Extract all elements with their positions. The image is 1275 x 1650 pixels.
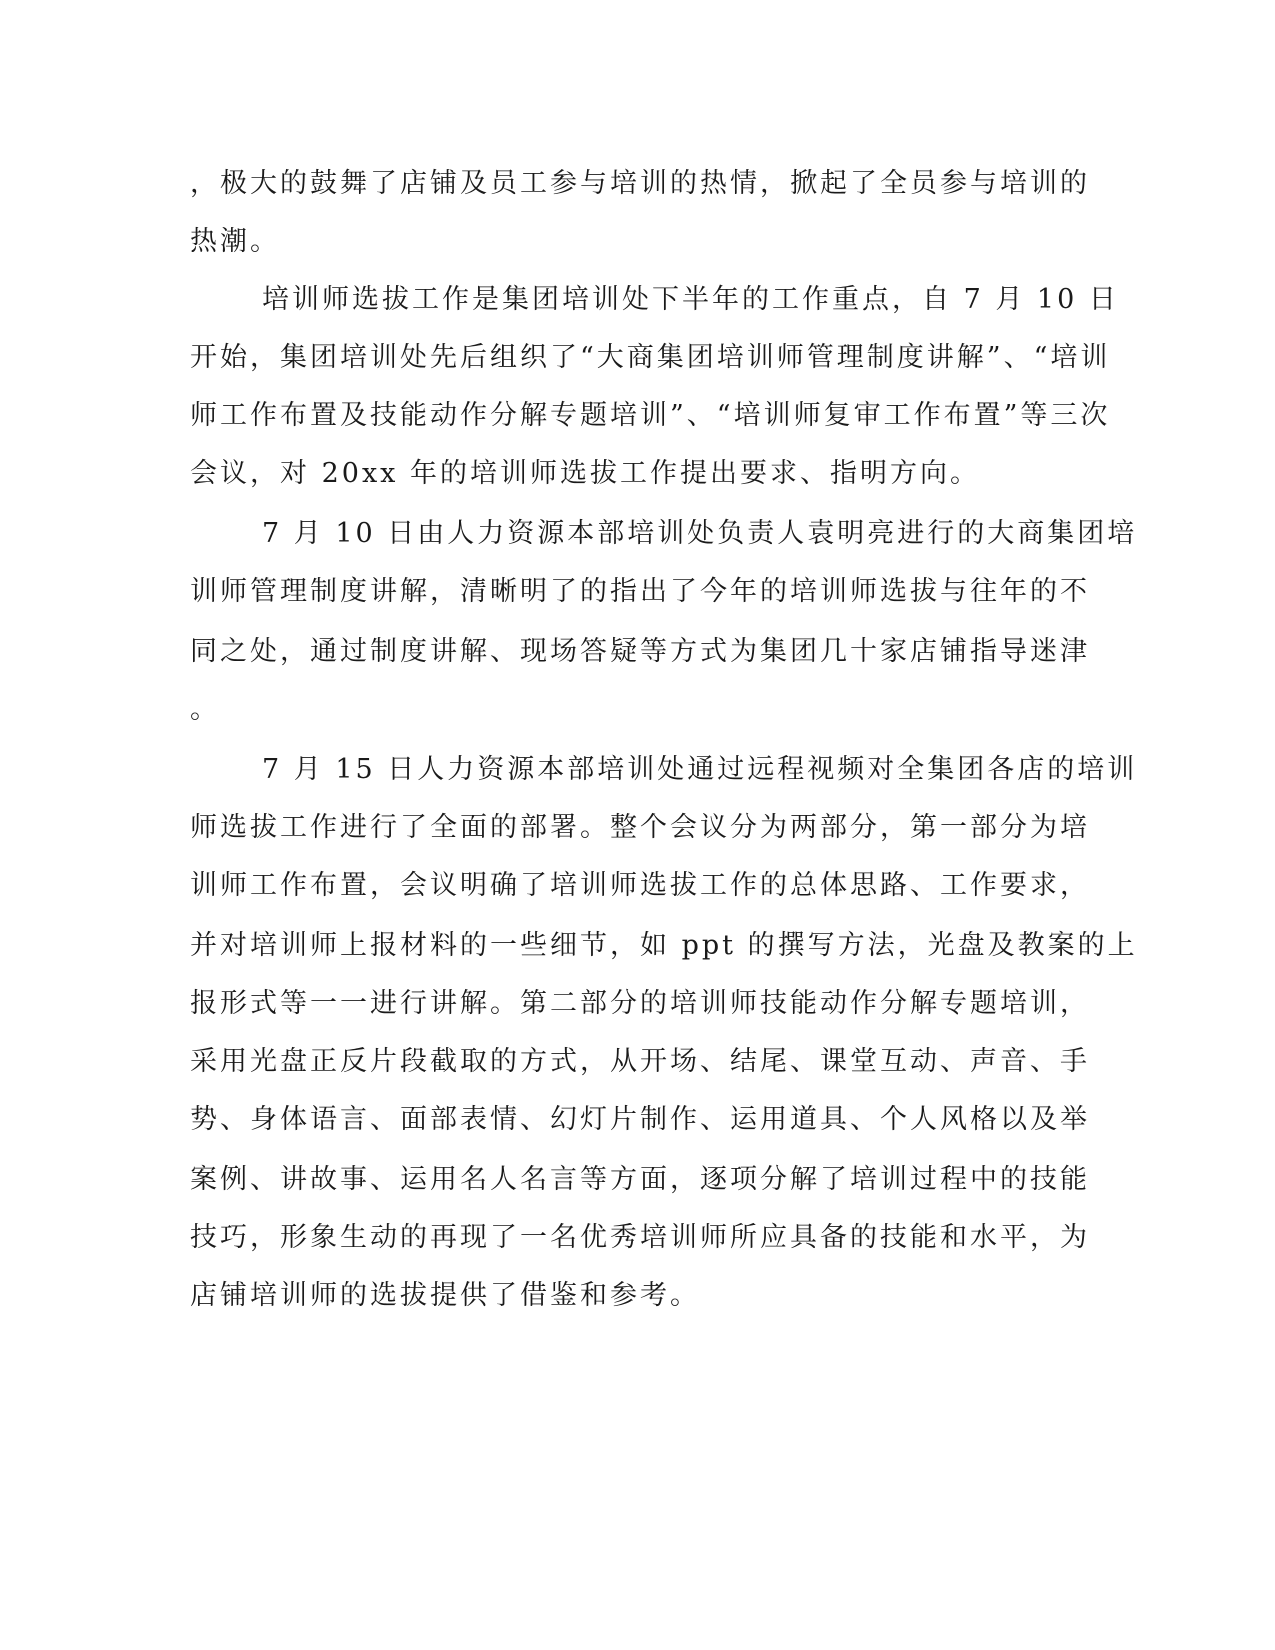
text-line: 同之处，通过制度讲解、现场答疑等方式为集团几十家店铺指导迷津: [190, 636, 1090, 667]
paragraph-start-line: 培训师选拔工作是集团培训处下半年的工作重点，自 7 月 10 日: [262, 284, 1119, 315]
text-line: 。: [190, 694, 220, 725]
text-line: 会议，对 20xx 年的培训师选拔工作提出要求、指明方向。: [190, 458, 980, 489]
text-line: 训师工作布置，会议明确了培训师选拔工作的总体思路、工作要求，: [190, 870, 1090, 901]
text-line: 采用光盘正反片段截取的方式，从开场、结尾、课堂互动、声音、手: [190, 1046, 1090, 1077]
text-line: 热潮。: [190, 226, 280, 257]
text-line: 技巧，形象生动的再现了一名优秀培训师所应具备的技能和水平，为: [190, 1222, 1090, 1253]
text-line: 训师管理制度讲解，清晰明了的指出了今年的培训师选拔与往年的不: [190, 576, 1090, 607]
paragraph-start-line: 7 月 15 日人力资源本部培训处通过远程视频对全集团各店的培训: [262, 754, 1138, 785]
text-line: 案例、讲故事、运用名人名言等方面，逐项分解了培训过程中的技能: [190, 1164, 1090, 1195]
text-line: ，极大的鼓舞了店铺及员工参与培训的热情，掀起了全员参与培训的: [190, 168, 1090, 199]
text-line: 师工作布置及技能动作分解专题培训”、“培训师复审工作布置”等三次: [190, 400, 1111, 431]
text-line: 师选拔工作进行了全面的部署。整个会议分为两部分，第一部分为培: [190, 812, 1090, 843]
text-line: 并对培训师上报材料的一些细节，如 ppt 的撰写方法，光盘及教案的上: [190, 930, 1138, 961]
text-line: 开始，集团培训处先后组织了“大商集团培训师管理制度讲解”、“培训: [190, 342, 1111, 373]
paragraph-start-line: 7 月 10 日由人力资源本部培训处负责人袁明亮进行的大商集团培: [262, 518, 1138, 549]
text-line: 报形式等一一进行讲解。第二部分的培训师技能动作分解专题培训，: [190, 988, 1090, 1019]
text-line: 势、身体语言、面部表情、幻灯片制作、运用道具、个人风格以及举: [190, 1104, 1090, 1135]
text-line: 店铺培训师的选拔提供了借鉴和参考。: [190, 1280, 700, 1311]
